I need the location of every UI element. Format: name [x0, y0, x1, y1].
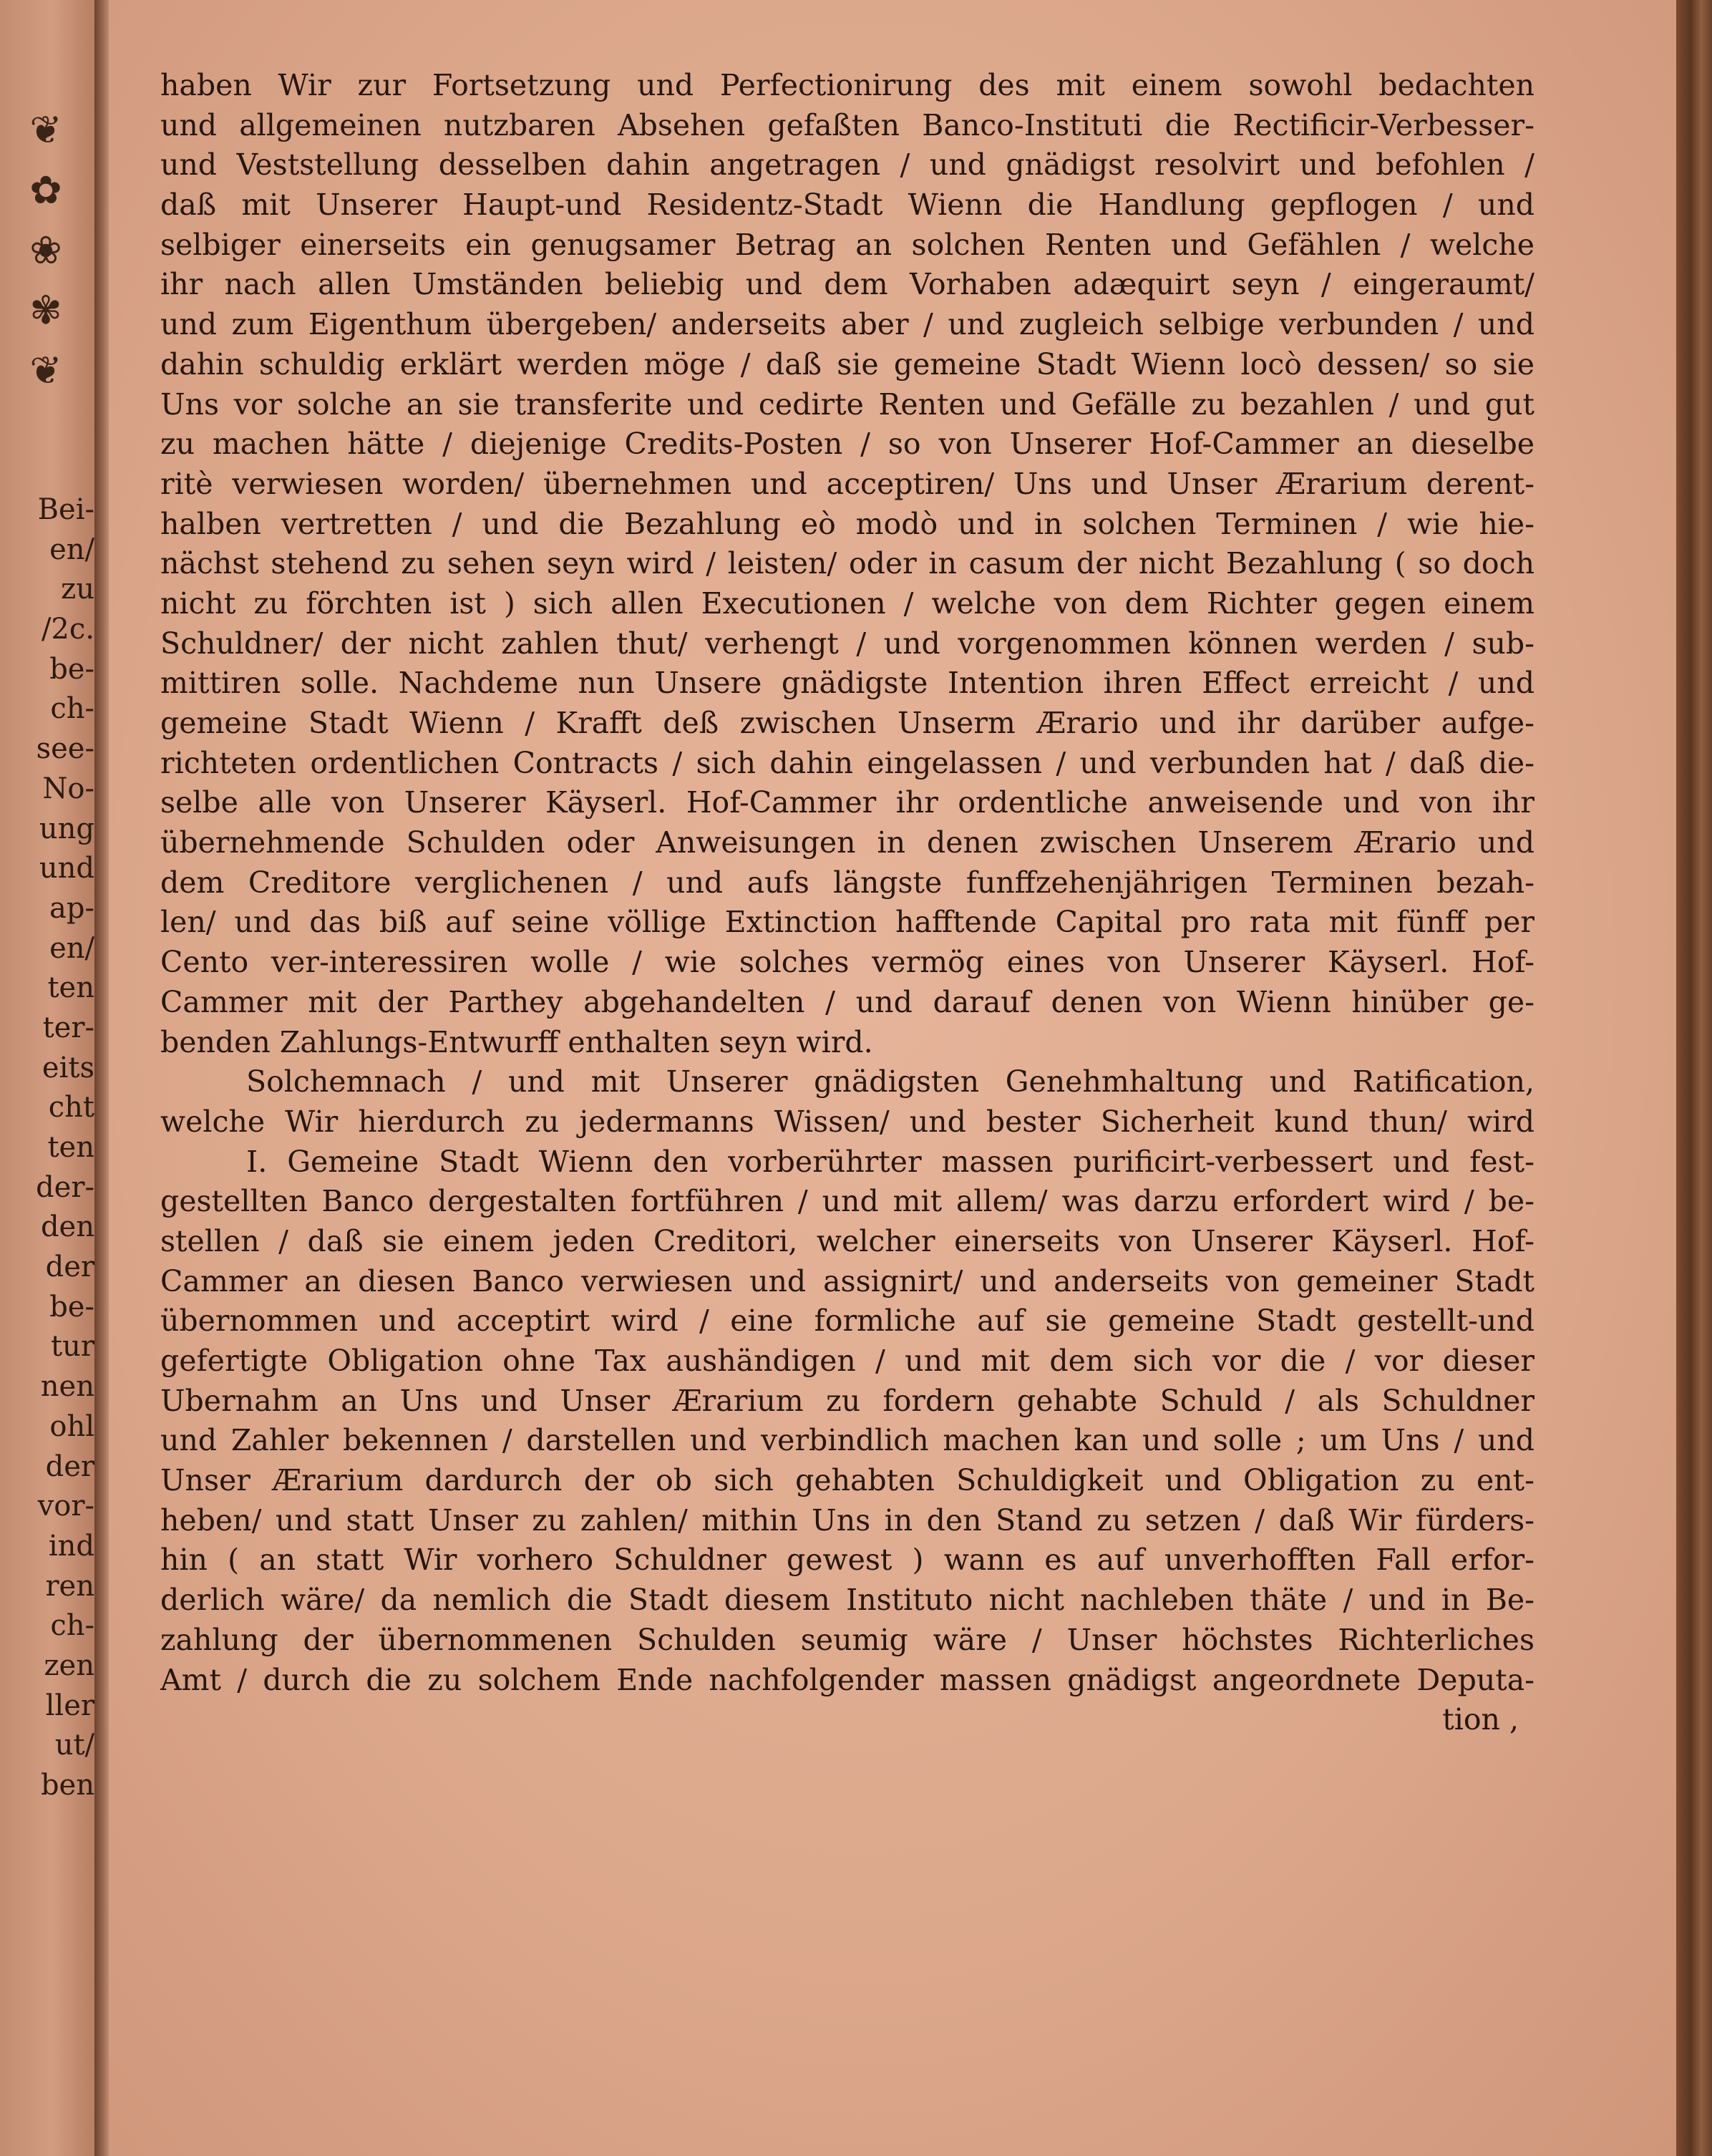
facing-page-text-fragments: [26, 490, 94, 1806]
text-line: haben Wir zur Fortsetzung und Perfectionirung des mit einem sowohl bedachten: [160, 68, 1535, 102]
ornament-glyph: ❀: [29, 228, 62, 273]
text-line: daß mit Unserer Haupt-und Residentz-Stadt Wienn die Handlung gepflogen / und: [160, 188, 1535, 223]
ornament-glyph: ❦: [29, 107, 62, 152]
facing-page-fragment: [0, 0, 94, 2156]
text-line: gefertigte Obligation ohne Tax aushändigen / und mit dem sich vor die / vor dieser: [160, 1344, 1535, 1378]
text-line: übernommen und acceptirt wird / eine formliche auf sie gemeine Stadt gestellt-und: [160, 1303, 1535, 1339]
facing-page-line-fragment: ter-: [42, 1011, 94, 1044]
facing-page-line-fragment: be-: [49, 652, 94, 686]
facing-page-line-fragment: den: [40, 1210, 94, 1244]
text-line: Ubernahm an Uns und Unser Ærarium zu fordern gehabte Schuld / als Schuldner: [160, 1383, 1535, 1418]
text-line: richteten ordentlichen Contracts / sich dahin eingelassen / und verbunden hat / daß die-: [160, 745, 1535, 780]
ornament-border: [20, 100, 72, 429]
facing-page-line-fragment: der: [45, 1251, 94, 1284]
text-line: ritè verwiesen worden/ übernehmen und acceptiren/ Uns und Unser Ærarium derent-: [160, 466, 1535, 501]
facing-page-line-fragment: see-: [36, 732, 94, 766]
facing-page-line-fragment: ch-: [50, 1609, 94, 1643]
book-gutter: [94, 0, 109, 2156]
facing-page-line-fragment: tur: [51, 1330, 94, 1364]
text-line: benden Zahlungs-Entwurff enthalten seyn wird.: [160, 1024, 873, 1059]
text-line: und allgemeinen nutzbaren Absehen gefaßten Banco-Instituti die Rectificir-Verbesser-: [160, 107, 1535, 142]
text-line: und Zahler bekennen / darstellen und verbindlich machen kan und solle ; um Uns / und: [160, 1423, 1535, 1458]
text-line: nächst stehend zu sehen seyn wird / leisten/ oder in casum der nicht Bezahlung ( so doch: [160, 546, 1535, 581]
facing-page-line-fragment: ut/: [54, 1729, 94, 1762]
facing-page-line-fragment: vor-: [37, 1490, 94, 1523]
facing-page-line-fragment: und: [39, 852, 94, 885]
ornament-glyph: ✿: [29, 167, 62, 213]
ornament-glyph: ✾: [29, 288, 62, 333]
facing-page-line-fragment: ch-: [50, 692, 94, 726]
document-body: [160, 66, 1535, 1740]
text-line: welche Wir hierdurch zu jedermanns Wissen/ und bester Sicherheit kund thun/ wird: [160, 1104, 1535, 1139]
facing-page-line-fragment: ller: [45, 1689, 94, 1722]
text-line: hin ( an statt Wir vorhero Schuldner gewest ) wann es auf unverhofften Fall erfor-: [160, 1543, 1535, 1578]
text-line: ihr nach allen Umständen beliebig und dem Vorhaben adæquirt seyn / eingeraumt/: [160, 267, 1535, 302]
text-line: selbe alle von Unserer Käyserl. Hof-Cammer ihr ordentliche anweisende und von ihr: [160, 785, 1535, 820]
facing-page-line-fragment: ind: [48, 1529, 94, 1563]
text-line: selbiger einerseits ein genugsamer Betrag an solchen Renten und Gefählen / welche: [160, 227, 1535, 262]
facing-page-line-fragment: ben: [40, 1769, 94, 1802]
text-line: Amt / durch die zu solchem Ende nachfolgender massen gnädigst angeordnete Deputa-: [160, 1662, 1535, 1697]
document-page: [109, 0, 1676, 2156]
facing-page-line-fragment: en/: [49, 931, 94, 965]
facing-page-line-fragment: ten: [47, 1131, 94, 1164]
text-line: dem Creditore verglichenen / und aufs längste funffzehenjährigen Terminen bezah-: [160, 865, 1535, 900]
text-line: Cammer an diesen Banco verwiesen und assignirt/ und anderseits von gemeiner Stadt: [160, 1263, 1535, 1298]
facing-page-line-fragment: ap-: [49, 891, 94, 925]
facing-page-line-fragment: be-: [49, 1290, 94, 1324]
text-line: dahin schuldig erklärt werden möge / daß sie gemeine Stadt Wienn locò dessen/ so sie: [160, 346, 1535, 382]
facing-page-line-fragment: ten: [47, 971, 94, 1005]
text-line: heben/ und statt Unser zu zahlen/ mithin Uns in den Stand zu setzen / daß Wir fürders-: [160, 1502, 1535, 1538]
facing-page-line-fragment: en/: [49, 533, 94, 566]
facing-page-line-fragment: eits: [42, 1051, 94, 1084]
text-line: und zum Eigenthum übergeben/ anderseits aber / und zugleich selbige verbunden / und: [160, 307, 1535, 342]
catchword: tion ,: [1442, 1702, 1519, 1737]
text-line: halben vertretten / und die Bezahlung eò modò und in solchen Terminen / wie hie-: [160, 506, 1535, 541]
text-line: und Veststellung desselben dahin angetragen / und gnädigst resolvirt und befohlen /: [160, 147, 1535, 183]
facing-page-line-fragment: Bei-: [37, 493, 94, 526]
facing-page-line-fragment: zu: [61, 573, 94, 606]
facing-page-line-fragment: /2c.: [41, 613, 94, 646]
text-line: Solchemnach / und mit Unserer gnädigsten Genehmhaltung und Ratification,: [246, 1064, 1535, 1099]
facing-page-line-fragment: No-: [42, 772, 94, 805]
text-line: zu machen hätte / diejenige Credits-Posten / so von Unserer Hof-Cammer an dieselbe: [160, 427, 1535, 462]
facing-page-line-fragment: ung: [39, 812, 94, 845]
text-line: gemeine Stadt Wienn / Krafft deß zwischen Unserm Ærario und ihr darüber aufge-: [160, 706, 1535, 740]
facing-page-line-fragment: der: [45, 1450, 94, 1483]
facing-page-line-fragment: ohl: [49, 1409, 94, 1443]
text-line: Cento ver-interessiren wolle / wie solches vermög eines von Unserer Käyserl. Hof-: [160, 945, 1535, 980]
text-line: Cammer mit der Parthey abgehandelten / und darauf denen von Wienn hinüber ge-: [160, 984, 1535, 1019]
text-line: Schuldner/ der nicht zahlen thut/ verhengt / und vorgenommen können werden / sub-: [160, 626, 1535, 661]
text-line: mittiren solle. Nachdeme nun Unsere gnädigste Intention ihren Effect erreicht / und: [160, 666, 1535, 701]
facing-page-line-fragment: cht: [48, 1091, 94, 1125]
facing-page-line-fragment: zen: [44, 1648, 94, 1682]
text-line: Uns vor solche an sie transferite und cedirte Renten und Gefälle zu bezahlen / und gut: [160, 387, 1535, 422]
page-edge: [1676, 0, 1712, 2156]
text-line: Unser Ærarium dardurch der ob sich gehabten Schuldigkeit und Obligation zu ent-: [160, 1463, 1535, 1498]
text-line: nicht zu förchten ist ) sich allen Executionen / welche von dem Richter gegen einem: [160, 586, 1535, 621]
facing-page-line-fragment: der-: [36, 1170, 94, 1204]
text-line: len/ und das biß auf seine völlige Extinction hafftende Capital pro rata mit fünff per: [160, 905, 1535, 940]
facing-page-line-fragment: nen: [40, 1370, 94, 1404]
text-line: gestellten Banco dergestalten fortführen / und mit allem/ was darzu erfordert wird / be-: [160, 1184, 1535, 1219]
ornament-glyph: ❦: [29, 348, 62, 393]
text-line: übernehmende Schulden oder Anweisungen in denen zwischen Unserem Ærario und: [160, 825, 1535, 860]
facing-page-line-fragment: ren: [45, 1569, 94, 1603]
text-line: I. Gemeine Stadt Wienn den vorberührter massen purificirt-verbessert und fest-: [246, 1144, 1535, 1179]
text-line: derlich wäre/ da nemlich die Stadt diesem Instituto nicht nachleben thäte / und in Be-: [160, 1583, 1535, 1618]
text-line: stellen / daß sie einem jeden Creditori, welcher einerseits von Unserer Käyserl. Hof-: [160, 1223, 1535, 1258]
text-line: zahlung der übernommenen Schulden seumig wäre / Unser höchstes Richterliches: [160, 1622, 1535, 1657]
